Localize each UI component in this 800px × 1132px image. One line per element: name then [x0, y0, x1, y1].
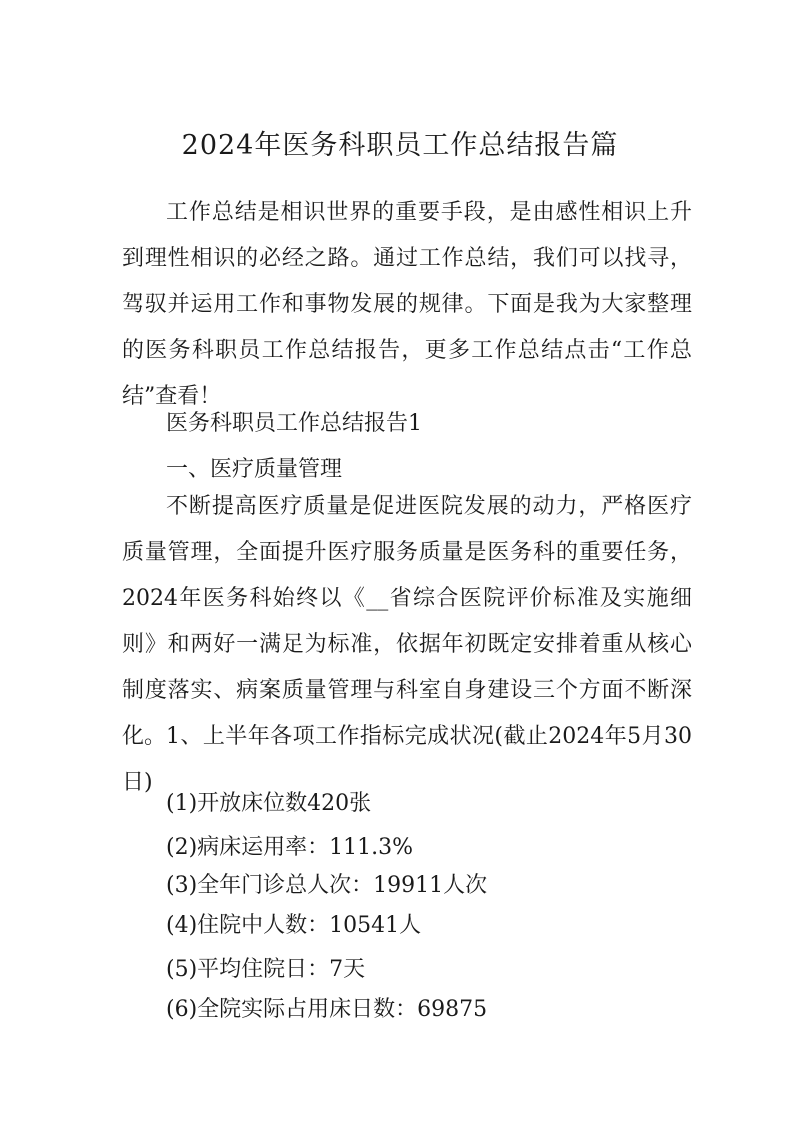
indicator-item: (1)开放床位数420张 [166, 791, 372, 816]
intro-paragraph: 工作总结是相识世界的重要手段，是由感性相识上升到理性相识的必经之路。通过工作总结，我们可以找寻，驾驭并运用工作和事物发展的规律。下面是我为大家整理的医务科职员工作总结报告，更多工作总结点击“工作总结”查看！ [122, 200, 692, 409]
indicator-item: (3)全年门诊总人次：19911人次 [166, 873, 488, 898]
document-title: 2024年医务科职员工作总结报告篇 [181, 130, 619, 161]
section-1-body: 不断提高医疗质量是促进医院发展的动力，严格医疗质量管理，全面提升医疗服务质量是医务科的重要任务，2024年医务科始终以《__省综合医院评价标准及实施细则》和两好一满足为标准，依据年初既定安排着重从核心制度落实、病案质量管理与科室自身建设三个方面不断深化。 [122, 494, 692, 749]
indicator-item: (2)病床运用率：111.3% [166, 835, 414, 860]
indicator-item: (4)住院中人数：10541人 [166, 913, 422, 938]
indicator-item: (6)全院实际占用床日数：69875 [166, 997, 488, 1022]
section-1-heading: 一、医疗质量管理 [166, 457, 343, 482]
subsection-1-heading: 1、上半年各项工作指标完成状况(截止2024年5月30日) [122, 724, 692, 795]
indicator-item: (5)平均住院日：7天 [166, 957, 366, 982]
report-heading: 医务科职员工作总结报告1 [166, 411, 422, 436]
